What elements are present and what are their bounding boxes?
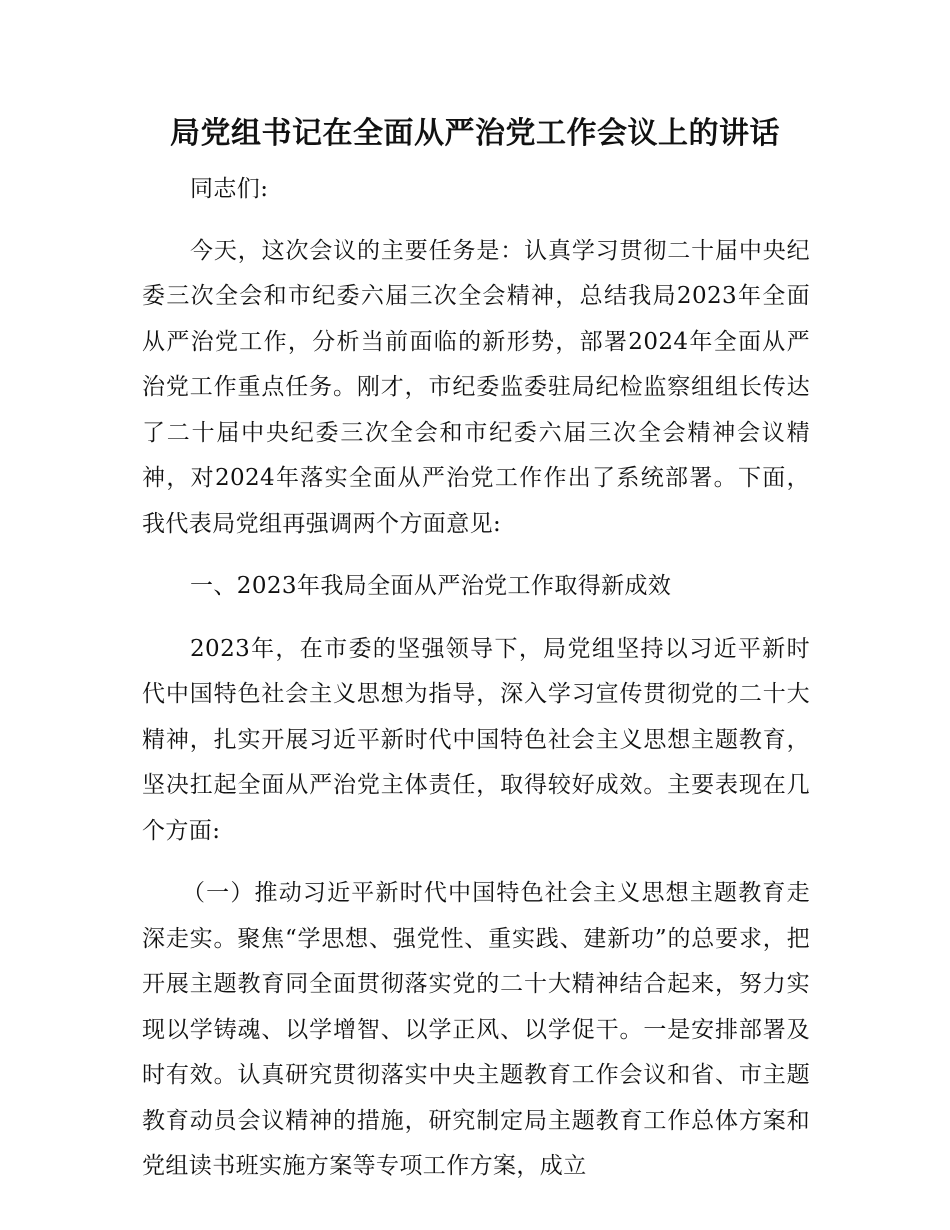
subsection-paragraph: （一）推动习近平新时代中国特色社会主义思想主题教育走深走实。聚焦“学思想、强党性、重实践、建新功”的总要求，把开展主题教育同全面贯彻落实党的二十大精神结合起来，努力实现以学铸魂、以学增智、以学正风、以学促干。一是安排部署及时有效。认真研究贯彻落实中央主题教育工作会议和省、市主题教育动员会议精神的措施，研究制定局主题教育工作总体方案和党组读书班实施方案等专项工作方案，成立	[142, 880, 810, 1179]
section-heading: 一、2023年我局全面从严治党工作取得新成效	[190, 573, 672, 599]
document-body	[142, 167, 810, 1190]
section-paragraph: 2023年，在市委的坚强领导下，局党组坚持以习近平新时代中国特色社会主义思想为指导，深入学习宣传贯彻党的二十大精神，扎实开展习近平新时代中国特色社会主义思想主题教育，坚决扛起全面从严治党主体责任，取得较好成效。主要表现在几个方面:	[142, 635, 810, 844]
greeting: 同志们:	[190, 176, 269, 202]
document-title: 局党组书记在全面从严治党工作会议上的讲话	[170, 116, 780, 151]
intro-paragraph: 今天，这次会议的主要任务是：认真学习贯彻二十届中央纪委三次全会和市纪委六届三次全会精神，总结我局2023年全面从严治党工作，分析当前面临的新形势，部署2024年全面从严治党工作重点任务。刚才，市纪委监委驻局纪检监察组组长传达了二十届中央纪委三次全会和市纪委六届三次全会精神会议精神，对2024年落实全面从严治党工作作出了系统部署。下面，我代表局党组再强调两个方面意见:	[142, 237, 810, 537]
